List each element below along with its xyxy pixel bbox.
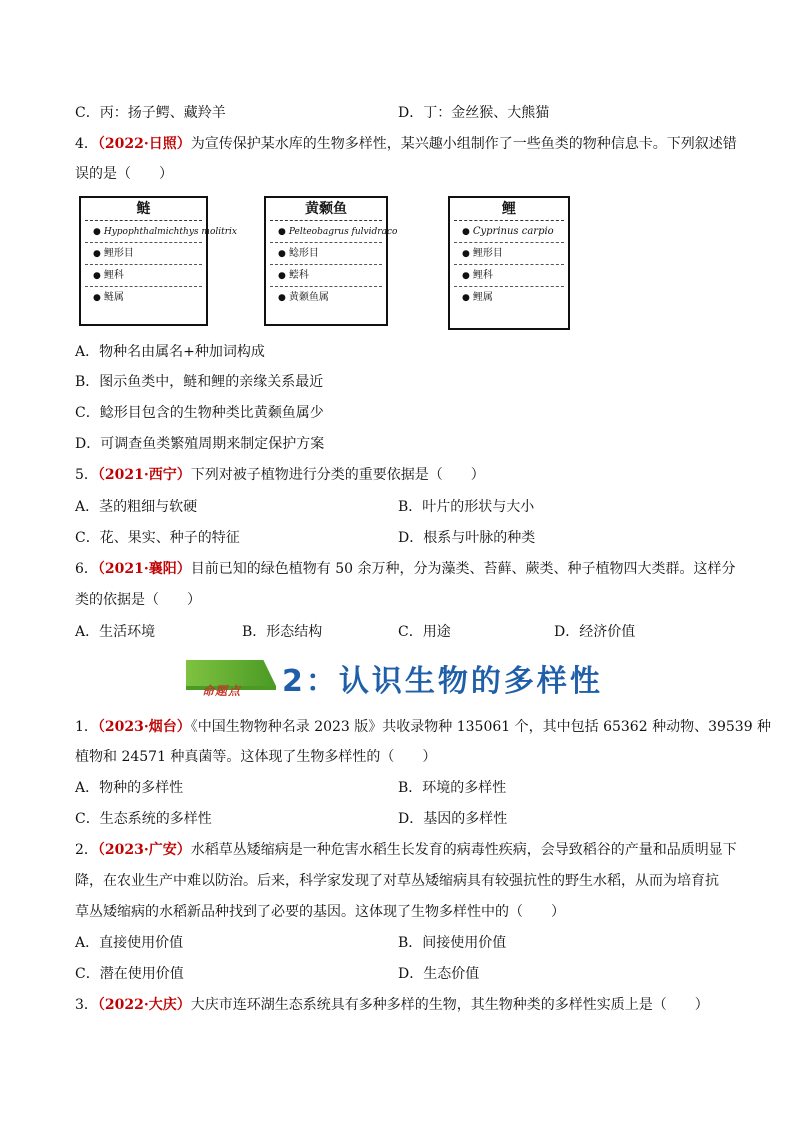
q4-option-a: A．物种名由属名+种加词构成 (75, 344, 265, 360)
card-title: 鲤 (454, 198, 564, 221)
s2-q1-stem-text-1: 《中国生物物种名录 2023 版》共收录物种 135061 个，其中包括 65362 种动物、39539 种 (190, 719, 772, 735)
q6-number: 6． (75, 561, 98, 577)
s2-q2-option-b: B．间接使用价值 (398, 935, 507, 951)
s2-q2-option-c: C．潜在使用价值 (75, 966, 184, 982)
q6-stem-line-2: 类的依据是（ ） (75, 592, 201, 608)
s2-q2-source: （2023·广安） (97, 842, 191, 858)
card-genus (270, 287, 382, 308)
card-genus-text: 鲢属 (103, 292, 124, 303)
card-order (270, 243, 382, 265)
species-card-common-carp (448, 196, 570, 330)
q4-stem-line-2: 误的是（ ） (75, 166, 173, 182)
card-order-text: 鲤形目 (472, 248, 503, 259)
q6-option-c: C．用途 (398, 624, 451, 640)
s2-q3-stem-text: 大庆市连环湖生态系统具有多种多样的生物，其生物种类的多样性实质上是（ ） (190, 997, 709, 1013)
card-genus (85, 287, 202, 308)
card-order (454, 243, 564, 265)
q5-stem-text: 下列对被子植物进行分类的重要依据是（ ） (190, 467, 485, 483)
bullet-icon: ● (93, 249, 101, 259)
q4-option-b: B．图示鱼类中，鲢和鲤的亲缘关系最近 (75, 374, 324, 390)
s2-q3-number: 3． (75, 997, 98, 1013)
card-family (85, 265, 202, 287)
s2-q1-option-c: C．生态系统的多样性 (75, 811, 212, 827)
bullet-icon: ● (462, 227, 470, 237)
section-banner (186, 654, 626, 702)
s2-q2-stem-line-2: 降，在农业生产中难以防治。后来，科学家发现了对草丛矮缩病具有较强抗性的野生水稻，从而为培育抗 (75, 873, 719, 889)
s2-q1-option-a: A．物种的多样性 (75, 780, 184, 796)
card-genus-text: 黄颡鱼属 (288, 292, 329, 303)
s2-q1-source: （2023·烟台） (97, 719, 191, 735)
card-genus (454, 287, 564, 308)
q4-number: 4． (75, 136, 98, 152)
q5-option-d: D．根系与叶脉的种类 (398, 530, 536, 546)
q4-source: （2022·日照） (97, 136, 191, 152)
q6-stem-text-1: 目前已知的绿色植物有 50 余万种，分为藻类、苔藓、蕨类、种子植物四大类群。这样分 (190, 561, 736, 577)
card-species-text: Cyprinus carpio (472, 226, 554, 237)
bullet-icon: ● (278, 293, 286, 303)
s2-q1-stem-line-1 (75, 717, 771, 737)
card-order-text: 鲤形目 (103, 248, 134, 259)
q6-option-d: D．经济价值 (554, 624, 636, 640)
card-order-text: 鲶形目 (288, 248, 319, 259)
q6-stem-line-1 (75, 559, 735, 579)
card-family-text: 鲿科 (288, 270, 309, 281)
bullet-icon: ● (462, 249, 470, 259)
q5-option-c: C．花、果实、种子的特征 (75, 530, 240, 546)
q3-option-c: C．丙：扬子鳄、藏羚羊 (75, 105, 226, 121)
s2-q2-stem-line-1 (75, 840, 737, 860)
s2-q2-option-a: A．直接使用价值 (75, 935, 184, 951)
q5-option-b: B．叶片的形状与大小 (398, 499, 535, 515)
s2-q1-option-d: D．基因的多样性 (398, 811, 508, 827)
s2-q3-stem (75, 995, 709, 1015)
q6-source: （2021·襄阳） (97, 561, 191, 577)
species-card-silver-carp (79, 196, 237, 326)
q5-option-a: A．茎的粗细与软硬 (75, 499, 198, 515)
section-tag-label: 命题点 (202, 684, 242, 698)
s2-q2-number: 2． (75, 842, 98, 858)
bullet-icon: ● (278, 271, 286, 281)
s2-q2-stem-text-1: 水稻草丛矮缩病是一种危害水稻生长发育的病毒性疾病，会导致稻谷的产量和品质明显下 (190, 842, 737, 858)
s2-q2-option-d: D．生态价值 (398, 966, 480, 982)
bullet-icon: ● (93, 271, 101, 281)
card-genus-text: 鲤属 (472, 292, 493, 303)
q3-option-d: D．丁：金丝猴、大熊猫 (398, 105, 550, 121)
species-card-yellow-catfish (264, 196, 398, 326)
card-species (454, 221, 564, 243)
s2-q1-stem-line-2: 植物和 24571 种真菌等。这体现了生物多样性的（ ） (75, 749, 437, 765)
q5-stem (75, 465, 485, 485)
q6-option-b: B．形态结构 (242, 624, 323, 640)
bullet-icon: ● (462, 293, 470, 303)
s2-q2-stem-line-3: 草丛矮缩病的水稻新品种找到了必要的基因。这体现了生物多样性中的（ ） (75, 904, 565, 920)
card-title: 鲢 (85, 198, 202, 221)
bullet-icon: ● (93, 227, 101, 237)
card-species-text: Hypophthalmichthys molitrix (103, 227, 237, 237)
s2-q3-source: （2022·大庆） (97, 997, 191, 1013)
q4-stem-line-1 (75, 134, 737, 154)
card-species-text: Pelteobagrus fulvidraco (288, 227, 398, 237)
q4-option-d: D．可调查鱼类繁殖周期来制定保护方案 (75, 436, 325, 452)
q4-stem-text-1: 为宣传保护某水库的生物多样性，某兴趣小组制作了一些鱼类的物种信息卡。下列叙述错 (190, 136, 737, 152)
q6-option-a: A．生活环境 (75, 624, 156, 640)
card-family-text: 鲤科 (103, 270, 124, 281)
card-species (270, 221, 398, 243)
section-tag (186, 660, 276, 696)
bullet-icon: ● (93, 293, 101, 303)
q4-option-c: C．鲶形目包含的生物种类比黄颡鱼属少 (75, 405, 324, 421)
card-species (85, 221, 237, 243)
bullet-icon: ● (278, 227, 286, 237)
s2-q1-number: 1． (75, 719, 98, 735)
q5-number: 5． (75, 467, 98, 483)
card-family (454, 265, 564, 287)
bullet-icon: ● (278, 249, 286, 259)
card-title: 黄颡鱼 (270, 198, 382, 221)
section-title: 2：认识生物的多样性 (282, 664, 603, 699)
card-order (85, 243, 202, 265)
s2-q1-option-b: B．环境的多样性 (398, 780, 507, 796)
card-family (270, 265, 382, 287)
card-family-text: 鲤科 (472, 270, 493, 281)
bullet-icon: ● (462, 271, 470, 281)
q5-source: （2021·西宁） (97, 467, 191, 483)
